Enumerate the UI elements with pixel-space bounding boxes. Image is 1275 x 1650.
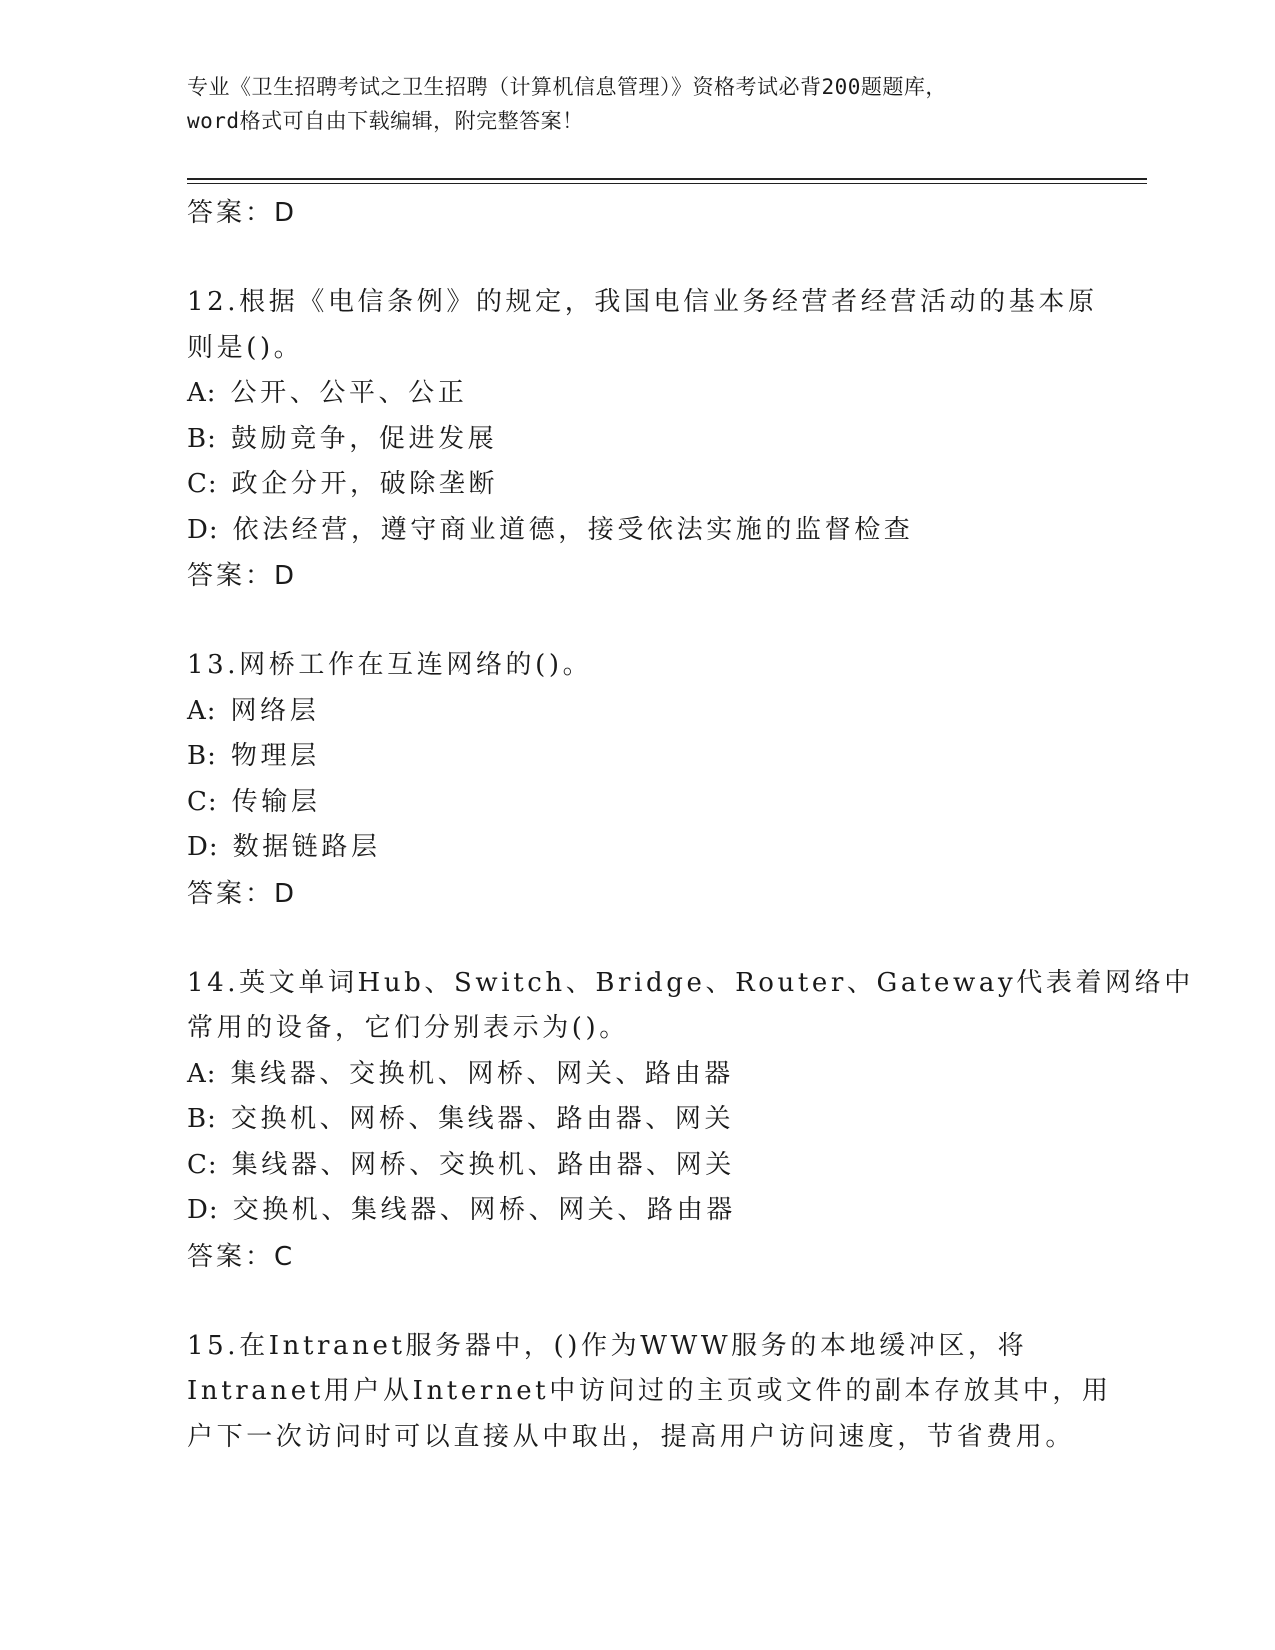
answer-value: C <box>274 1241 294 1272</box>
answer-label: 答案： <box>187 1241 275 1272</box>
answer-value: D <box>274 878 296 909</box>
option-a <box>187 689 1147 735</box>
option-a <box>187 371 1147 417</box>
option-b <box>187 1097 1147 1143</box>
option-text: 数据链路层 <box>232 832 381 862</box>
question-stem-line: 常用的设备，它们分别表示为()。 <box>187 1013 629 1043</box>
answer-line <box>187 1234 1147 1280</box>
header-rule-thick <box>187 178 1147 180</box>
option-key: A: <box>187 1058 217 1089</box>
option-d <box>187 508 1147 554</box>
header-line-1: 专业《卫生招聘考试之卫生招聘（计算机信息管理）》资格考试必背200题题库， <box>187 75 947 99</box>
option-c <box>187 780 1147 826</box>
option-key: C: <box>187 786 218 817</box>
answer-label: 答案： <box>187 561 275 591</box>
answer-label: 答案： <box>187 198 275 228</box>
option-key: D: <box>187 514 219 545</box>
option-d <box>187 825 1147 871</box>
option-text: 集线器、交换机、网桥、网关、路由器 <box>230 1058 734 1089</box>
question-stem-line: 15.在Intranet服务器中，()作为WWW服务的本地缓冲区，将 <box>187 1330 1028 1361</box>
question-12 <box>187 280 1147 599</box>
option-key: C: <box>187 1149 218 1180</box>
question-stem-line: 户下一次访问时可以直接从中取出，提高用户访问速度，节省费用。 <box>187 1421 1076 1452</box>
option-key: D: <box>187 832 219 862</box>
option-text: 政企分开，破除垄断 <box>231 469 499 499</box>
option-key: C: <box>187 469 218 499</box>
answer-value: D <box>274 561 296 591</box>
header-line-2: word格式可自由下载编辑，附完整答案！ <box>187 109 584 133</box>
option-text: 集线器、网桥、交换机、路由器、网关 <box>231 1149 735 1180</box>
question-stem-line: 13.网桥工作在互连网络的()。 <box>187 650 593 680</box>
answer-value: D <box>274 198 296 228</box>
option-text: 网络层 <box>230 695 320 726</box>
option-key: B: <box>187 423 217 454</box>
option-key: B: <box>187 1104 217 1134</box>
option-d <box>187 1188 1147 1234</box>
option-text: 交换机、集线器、网桥、网关、路由器 <box>232 1195 736 1225</box>
header-rule-thin <box>187 183 1147 184</box>
answer-line <box>187 553 1147 599</box>
document-header <box>187 70 1147 138</box>
option-key: B: <box>187 741 217 771</box>
option-key: A: <box>187 695 217 726</box>
question-14 <box>187 961 1194 1280</box>
option-text: 物理层 <box>230 741 320 771</box>
option-text: 公开、公平、公正 <box>230 378 468 408</box>
option-c <box>187 462 1147 508</box>
question-15 <box>187 1324 1147 1461</box>
answer-label: 答案： <box>187 878 275 909</box>
page-header <box>187 70 1147 138</box>
question-stem-line: 12.根据《电信条例》的规定，我国电信业务经营者经营活动的基本原 <box>187 287 1098 317</box>
option-key: A: <box>187 378 217 408</box>
answer-line <box>187 871 1147 917</box>
question-list <box>187 190 1194 1460</box>
question-stem-line: Intranet用户从Internet中访问过的主页或文件的副本存放其中，用 <box>187 1376 1112 1406</box>
option-key: D: <box>187 1195 219 1225</box>
option-b <box>187 734 1147 780</box>
option-text: 鼓励竞争，促进发展 <box>230 423 498 454</box>
option-b <box>187 417 1147 463</box>
answer-line <box>187 190 1147 236</box>
option-c <box>187 1143 1147 1189</box>
option-text: 传输层 <box>231 786 321 817</box>
question-stem-line: 则是()。 <box>187 332 304 363</box>
question-stem-line: 14.英文单词Hub、Switch、Bridge、Router、Gateway代表着网络中 <box>187 967 1194 998</box>
option-text: 依法经营，遵守商业道德，接受依法实施的监督检查 <box>232 514 914 545</box>
option-text: 交换机、网桥、集线器、路由器、网关 <box>230 1104 735 1134</box>
question-13 <box>187 643 1147 917</box>
option-a <box>187 1052 1147 1098</box>
